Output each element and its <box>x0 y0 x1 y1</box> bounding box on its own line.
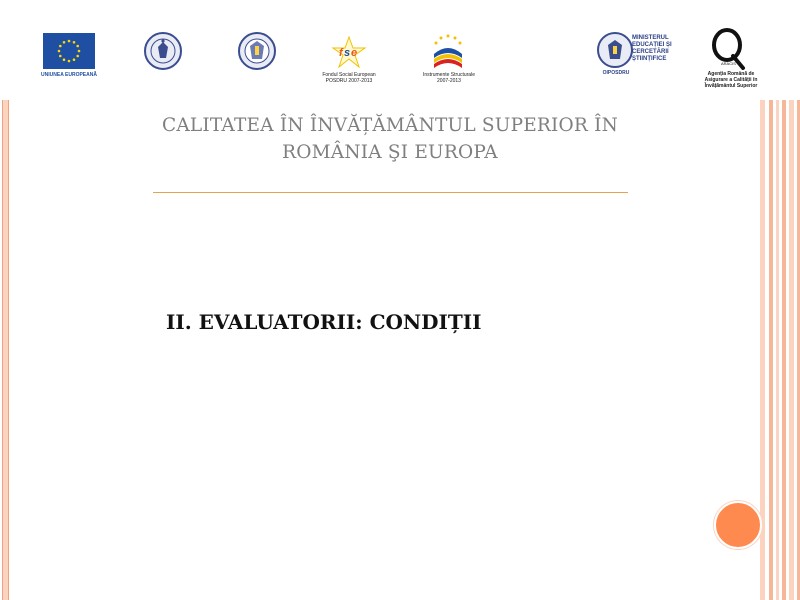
svg-text:ARACIS: ARACIS <box>721 61 736 66</box>
ministry-caption: OIPOSDRU <box>602 70 630 76</box>
slide-title <box>90 112 690 166</box>
orange-circle-decoration <box>714 501 762 549</box>
svg-text:f: f <box>339 47 343 59</box>
government-seal-icon <box>144 32 182 74</box>
slide-title-line-2: ROMÂNIA ŞI EUROPA <box>282 142 498 163</box>
fse-logo <box>330 36 368 72</box>
eu-flag-logo <box>43 33 95 73</box>
coat-of-arms-icon <box>238 32 276 74</box>
slide-title-line-1: CALITATEA ÎN ÎNVĂȚĂMÂNTUL SUPERIOR ÎN <box>161 115 619 136</box>
structural-instruments-caption: Instrumente Structurale 2007-2013 <box>423 72 475 84</box>
ministry-name: MINISTERUL EDUCAȚIEI ȘI CERCETĂRII ȘTIINȚIFICE <box>632 35 672 62</box>
right-decorative-stripes <box>760 100 800 600</box>
section-heading: II. EVALUATORII: CONDIȚII <box>166 310 482 334</box>
title-divider <box>153 192 628 193</box>
sponsor-logos-bar <box>0 0 800 100</box>
aracis-caption: Agenția Română de Asigurare a Calității în Învățământul Superior <box>704 71 758 89</box>
structural-instruments-logo <box>428 32 468 74</box>
svg-text:s: s <box>344 47 351 59</box>
left-decorative-stripe <box>2 100 9 600</box>
aracis-logo <box>709 28 749 74</box>
svg-text:e: e <box>351 47 358 59</box>
eu-caption: UNIUNEA EUROPEANĂ <box>41 72 97 78</box>
fse-caption: Fondul Social European POSDRU 2007-2013 <box>322 72 376 84</box>
ministry-seal-icon <box>597 32 633 72</box>
